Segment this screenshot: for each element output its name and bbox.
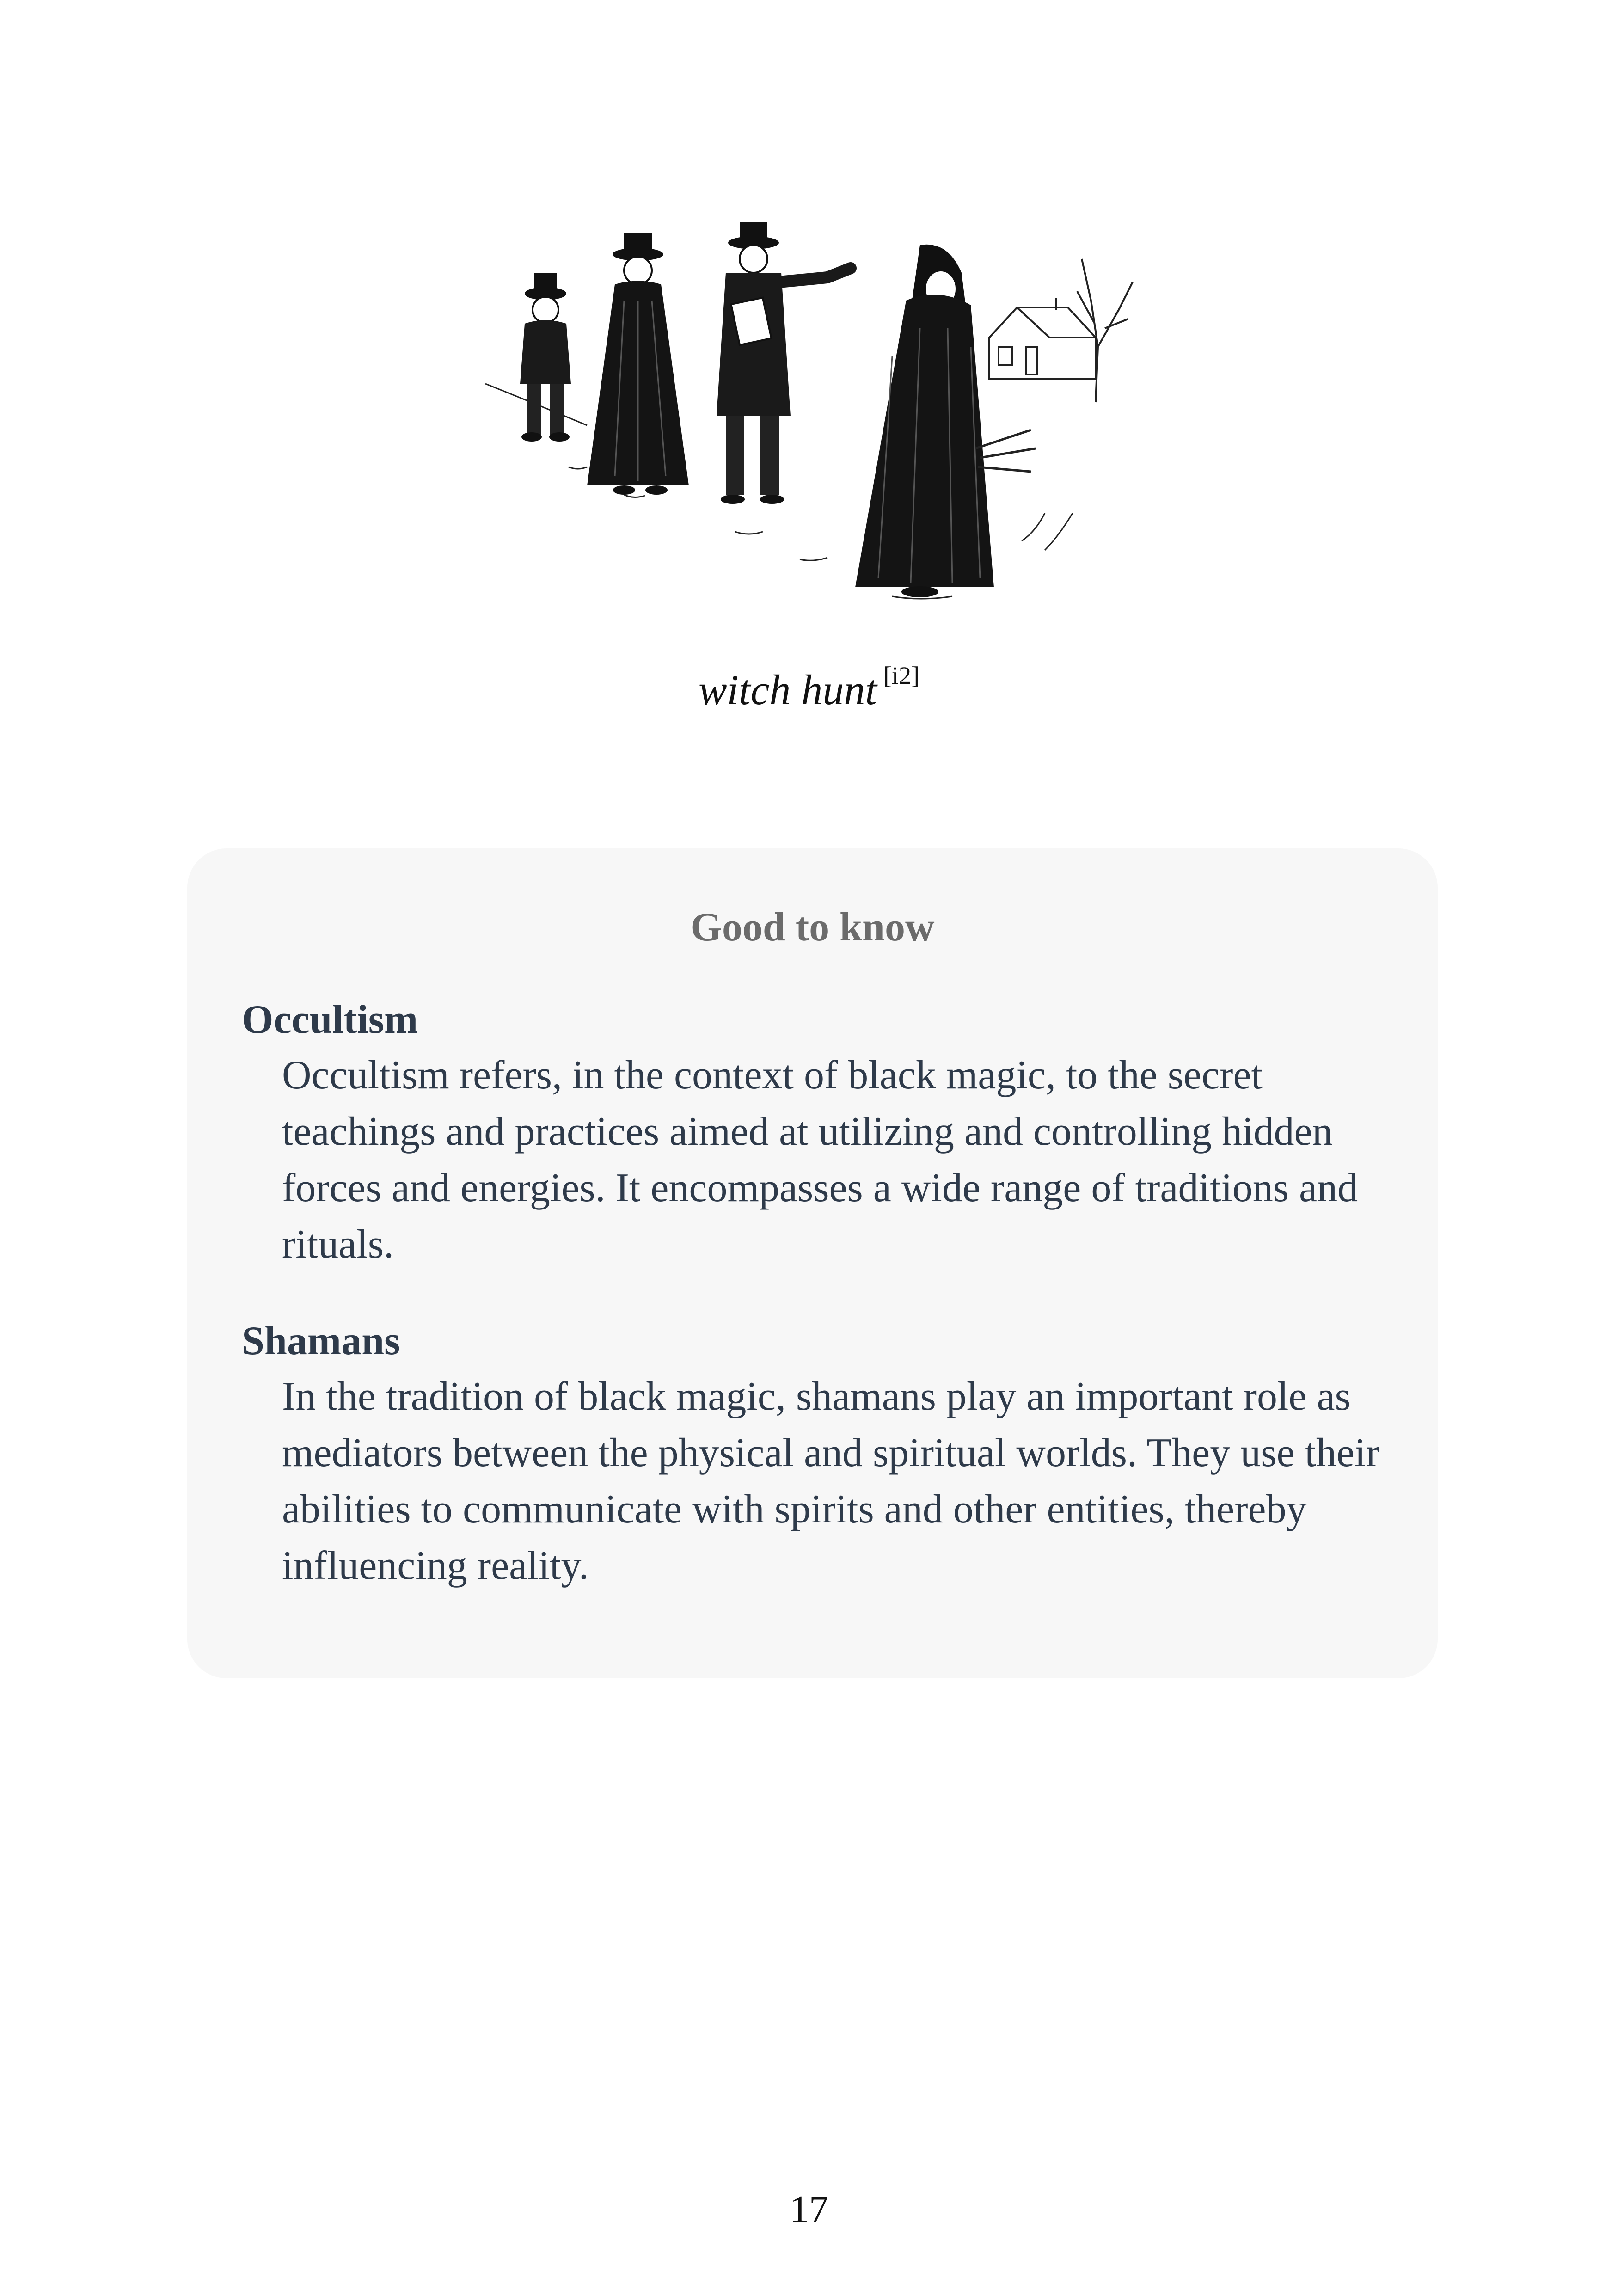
figure-caption bbox=[0, 661, 1618, 714]
definition-shamans: In the tradition of black magic, shamans play an important role as mediators between the physical and spiritual worlds. They use their abilities to communicate with spirits and other entities, thereby influencing reality. bbox=[282, 1374, 1379, 1588]
good-to-know-box bbox=[187, 848, 1438, 1678]
pointing-man-figure bbox=[717, 222, 851, 504]
caption-reference: [i2] bbox=[883, 662, 919, 689]
term-occultism: Occultism bbox=[242, 997, 418, 1042]
term-shamans: Shamans bbox=[242, 1319, 400, 1363]
caption-text: witch hunt bbox=[699, 666, 877, 713]
house-drawing bbox=[989, 298, 1096, 379]
page-number: 17 bbox=[790, 2188, 828, 2231]
cloaked-man-figure bbox=[587, 233, 689, 495]
definition-occultism: Occultism refers, in the context of black magic, to the secret teachings and practices aimed at utilizing and controlling hidden forces and energies. It encompasses a wide range of traditions and rituals. bbox=[282, 1053, 1358, 1267]
short-man-figure bbox=[520, 273, 571, 442]
bare-tree-drawing bbox=[1077, 259, 1133, 402]
old-woman-figure bbox=[855, 245, 1036, 597]
box-title: Good to know bbox=[690, 905, 935, 950]
witch-hunt-illustration bbox=[476, 208, 1146, 624]
